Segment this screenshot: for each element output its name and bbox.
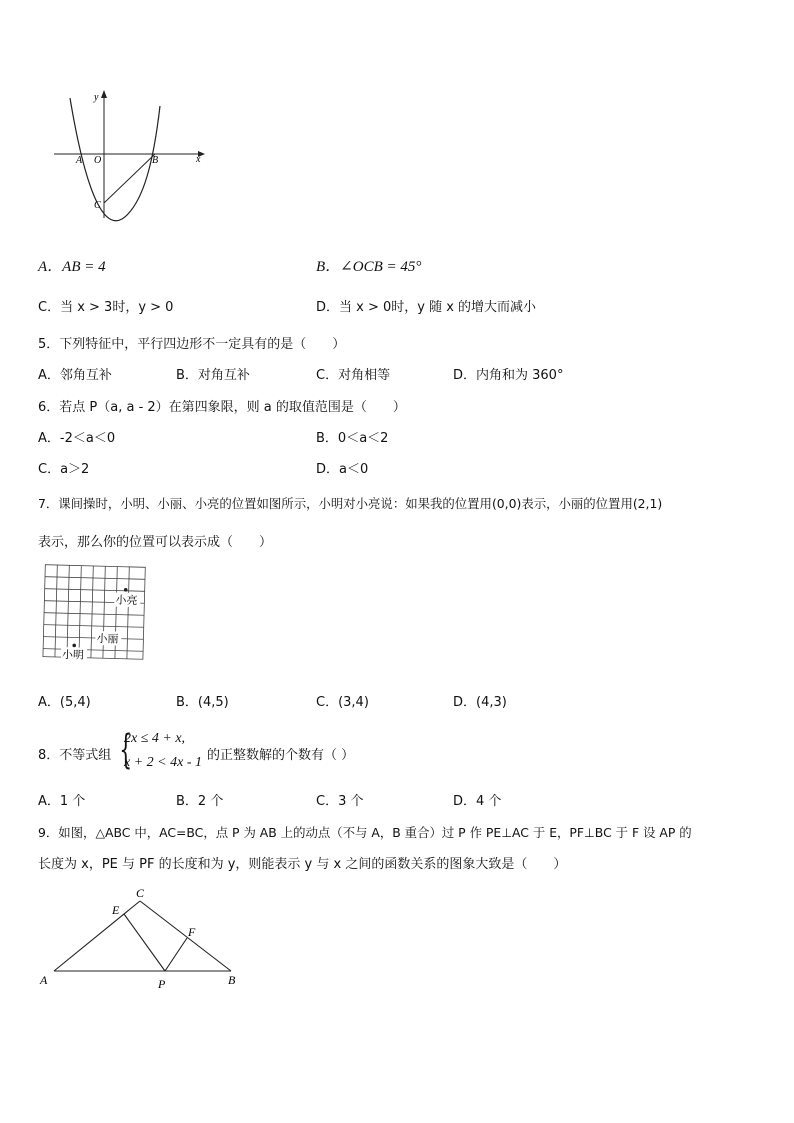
xiaoliang-label: 小亮 (115, 594, 138, 608)
triangle-figure (36, 884, 246, 994)
xiaoming-label: 小明 (61, 649, 85, 662)
xiaoli-label: 小丽 (96, 633, 119, 646)
q6-option-a[interactable]: A．-2＜a＜0 (38, 431, 116, 446)
point-b-label: B (152, 155, 159, 166)
q7-stem-line2: 表示，那么你的位置可以表示成（ ） (38, 535, 273, 550)
x-axis-label: x (196, 154, 201, 165)
vertex-b-label: B (228, 973, 236, 987)
q8-stem-prefix: 8．不等式组 (38, 748, 112, 763)
brace-icon: { (119, 727, 133, 773)
q4-option-c[interactable]: C．当 x > 3时，y > 0 (38, 300, 174, 315)
q7-option-c[interactable]: C．(3,4) (316, 695, 369, 710)
q6-option-d[interactable]: D．a＜0 (316, 462, 369, 477)
q5-option-c[interactable]: C．对角相等 (316, 368, 391, 383)
segment-pe (124, 914, 165, 971)
segment-pf (165, 938, 187, 971)
point-p-label: P (158, 977, 166, 991)
q9-stem-line1: 9．如图，△ABC 中，AC=BC，点 P 为 AB 上的动点（不与 A，B 重合）过 P 作 PE⊥AC 于 E，PF⊥BC 于 F 设 AP 的 (38, 825, 692, 840)
q8-inequality-1: 2x ≤ 4 + x, (124, 731, 186, 746)
point-o-label: O (94, 155, 102, 166)
q5-option-d[interactable]: D．内角和为 360° (453, 368, 564, 383)
position-grid-figure (40, 562, 150, 670)
xiaoming-point (72, 644, 76, 648)
q7-option-b[interactable]: B．(4,5) (176, 695, 229, 710)
q8-inequality-2: x + 2 < 4x - 1 (124, 755, 202, 770)
y-axis-label: y (94, 92, 99, 103)
q7-option-d[interactable]: D．(4,3) (453, 695, 507, 710)
side-ac (54, 901, 140, 971)
q5-option-b[interactable]: B．对角互补 (176, 368, 250, 383)
q6-option-c[interactable]: C．a＞2 (38, 462, 90, 477)
q8-option-b[interactable]: B．2 个 (176, 794, 224, 809)
q7-option-a[interactable]: A．(5,4) (38, 695, 91, 710)
vertex-a-label: A (40, 973, 48, 987)
q9-stem-line2: 长度为 x，PE 与 PF 的长度和为 y，则能表示 y 与 x 之间的函数关系的图象大致是（ ） (38, 857, 567, 872)
q4-option-a[interactable]: A．AB = 4 (38, 259, 106, 275)
point-a-label: A (76, 155, 83, 166)
q8-stem-suffix: 的正整数解的个数有（ ） (207, 748, 355, 763)
parabola-figure (48, 86, 213, 226)
segment-cb (104, 154, 155, 203)
parabola-curve (70, 98, 160, 221)
side-bc (140, 901, 231, 971)
vertex-c-label: C (136, 886, 145, 900)
point-f-label: F (188, 925, 196, 939)
y-axis-arrow (101, 90, 107, 98)
q4-option-d[interactable]: D．当 x > 0时，y 随 x 的增大而减小 (316, 300, 537, 315)
point-e-label: E (112, 903, 120, 917)
q7-stem-line1: 7．课间操时，小明、小丽、小亮的位置如图所示，小明对小亮说：如果我的位置用(0,0)表示，小丽的位置用(2,1) (38, 496, 663, 511)
q8-option-d[interactable]: D．4 个 (453, 794, 502, 809)
q5-stem: 5．下列特征中，平行四边形不一定具有的是（ ） (38, 337, 346, 352)
q5-option-a[interactable]: A．邻角互补 (38, 368, 112, 383)
point-c-label: C (94, 200, 101, 211)
q8-option-c[interactable]: C．3 个 (316, 794, 364, 809)
q4-option-b[interactable]: B．∠OCB = 45° (316, 259, 422, 275)
q6-stem: 6．若点 P（a, a - 2）在第四象限，则 a 的取值范围是（ ） (38, 400, 406, 415)
q8-option-a[interactable]: A．1 个 (38, 794, 86, 809)
q6-option-b[interactable]: B．0＜a＜2 (316, 431, 389, 446)
